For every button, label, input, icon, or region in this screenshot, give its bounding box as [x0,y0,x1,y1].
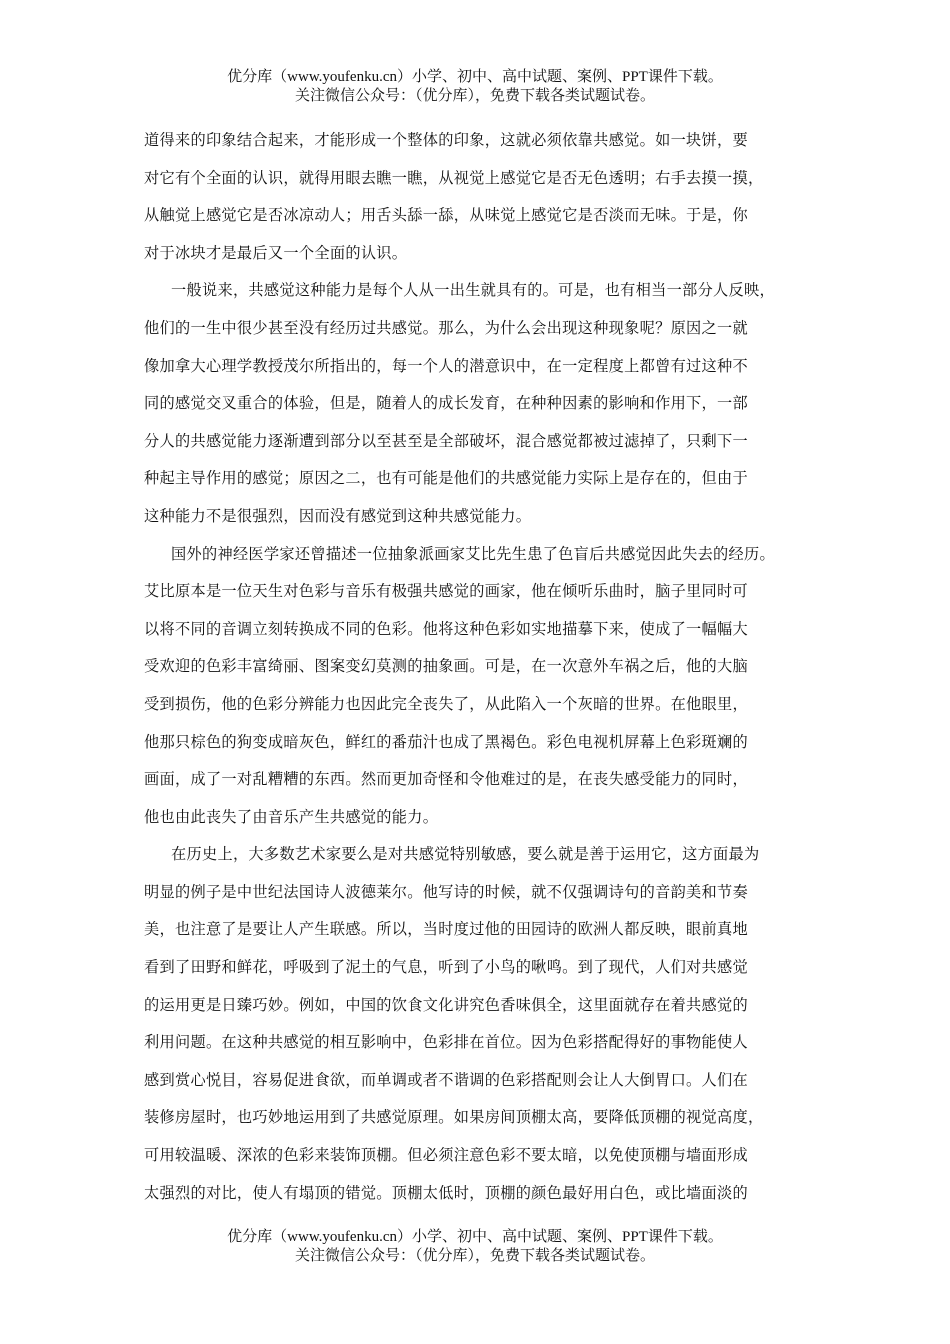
text-line: 感到赏心悦目，容易促进食欲，而单调或者不谐调的色彩搭配则会让人大倒胃口。人们在 [144,1070,749,1089]
footer-line-1: 优分库（www.youfenku.cn）小学、初中、高中试题、案例、PPT课件下载。 [227,1229,723,1245]
text-line: 受欢迎的色彩丰富绮丽、图案变幻莫测的抽象画。可是，在一次意外车祸之后，他的大脑 [144,657,749,676]
paragraph-start-line: 在历史上，大多数艺术家要么是对共感觉特别敏感，要么就是善于运用它，这方面最为 [171,845,760,864]
text-line: 他们的一生中很少甚至没有经历过共感觉。那么，为什么会出现这种现象呢？原因之一就 [144,318,749,337]
text-line: 可用较温暖、深浓的色彩来装饰顶棚。但必须注意色彩不要太暗，以免使顶棚与墙面形成 [144,1146,749,1165]
text-line: 从触觉上感觉它是否冰凉动人；用舌头舔一舔，从味觉上感觉它是否淡而无味。于是，你 [144,206,749,225]
text-line: 他也由此丧失了由音乐产生共感觉的能力。 [144,807,439,826]
text-line: 明显的例子是中世纪法国诗人波德莱尔。他写诗的时候，就不仅强调诗句的音韵美和节奏 [144,882,749,901]
footer-line-2: 关注微信公众号：（优分库），免费下载各类试题试卷。 [294,1248,655,1264]
text-line: 同的感觉交叉重合的体验，但是，随着人的成长发育，在种种因素的影响和作用下，一部 [144,394,749,413]
text-line: 对它有个全面的认识，就得用眼去瞧一瞧，从视觉上感觉它是否无色透明；右手去摸一摸， [144,168,764,187]
header-line-1: 优分库（www.youfenku.cn）小学、初中、高中试题、案例、PPT课件下载。 [227,69,723,85]
page-header [0,68,950,106]
text-line: 这种能力不是很强烈，因而没有感觉到这种共感觉能力。 [144,506,532,525]
text-line: 太强烈的对比，使人有塌顶的错觉。顶棚太低时，顶棚的颜色最好用白色，或比墙面淡的 [144,1183,749,1202]
text-line: 受到损伤，他的色彩分辨能力也因此完全丧失了，从此陷入一个灰暗的世界。在他眼里， [144,694,749,713]
text-line: 他那只棕色的狗变成暗灰色，鲜红的番茄汁也成了黑褐色。彩色电视机屏幕上色彩斑斓的 [144,732,749,751]
text-line: 的运用更是日臻巧妙。例如，中国的饮食文化讲究色香味俱全，这里面就存在着共感觉的 [144,995,749,1014]
text-line: 利用问题。在这种共感觉的相互影响中，色彩排在首位。因为色彩搭配得好的事物能使人 [144,1033,749,1052]
paragraph-start-line: 国外的神经医学家还曾描述一位抽象派画家艾比先生患了色盲后共感觉因此失去的经历。 [171,544,776,563]
text-line: 对于冰块才是最后又一个全面的认识。 [144,243,408,262]
paragraph-start-line: 一般说来，共感觉这种能力是每个人从一出生就具有的。可是，也有相当一部分人反映， [171,281,776,300]
page-footer [0,1228,950,1266]
text-line: 美，也注意了是要让人产生联感。所以，当时度过他的田园诗的欧洲人都反映，眼前真地 [144,920,749,939]
text-line: 艾比原本是一位天生对色彩与音乐有极强共感觉的画家，他在倾听乐曲时，脑子里同时可 [144,582,749,601]
text-line: 装修房屋时，也巧妙地运用到了共感觉原理。如果房间顶棚太高，要降低顶棚的视觉高度， [144,1108,764,1127]
text-line: 种起主导作用的感觉；原因之二，也有可能是他们的共感觉能力实际上是存在的，但由于 [144,469,749,488]
text-line: 分人的共感觉能力逐渐遭到部分以至甚至是全部破坏，混合感觉都被过滤掉了，只剩下一 [144,431,749,450]
text-line: 看到了田野和鲜花，呼吸到了泥土的气息，听到了小鸟的啾鸣。到了现代，人们对共感觉 [144,958,749,977]
text-line: 以将不同的音调立刻转换成不同的色彩。他将这种色彩如实地描摹下来，使成了一幅幅大 [144,619,749,638]
header-line-2: 关注微信公众号：（优分库），免费下载各类试题试卷。 [294,88,655,104]
text-line: 画面，成了一对乱糟糟的东西。然而更加奇怪和令他难过的是，在丧失感受能力的同时， [144,770,749,789]
text-line: 像加拿大心理学教授茂尔所指出的，每一个人的潜意识中，在一定程度上都曾有过这种不 [144,356,749,375]
article-body [144,122,820,1212]
text-line: 道得来的印象结合起来，才能形成一个整体的印象，这就必须依靠共感觉。如一块饼，要 [144,131,749,149]
